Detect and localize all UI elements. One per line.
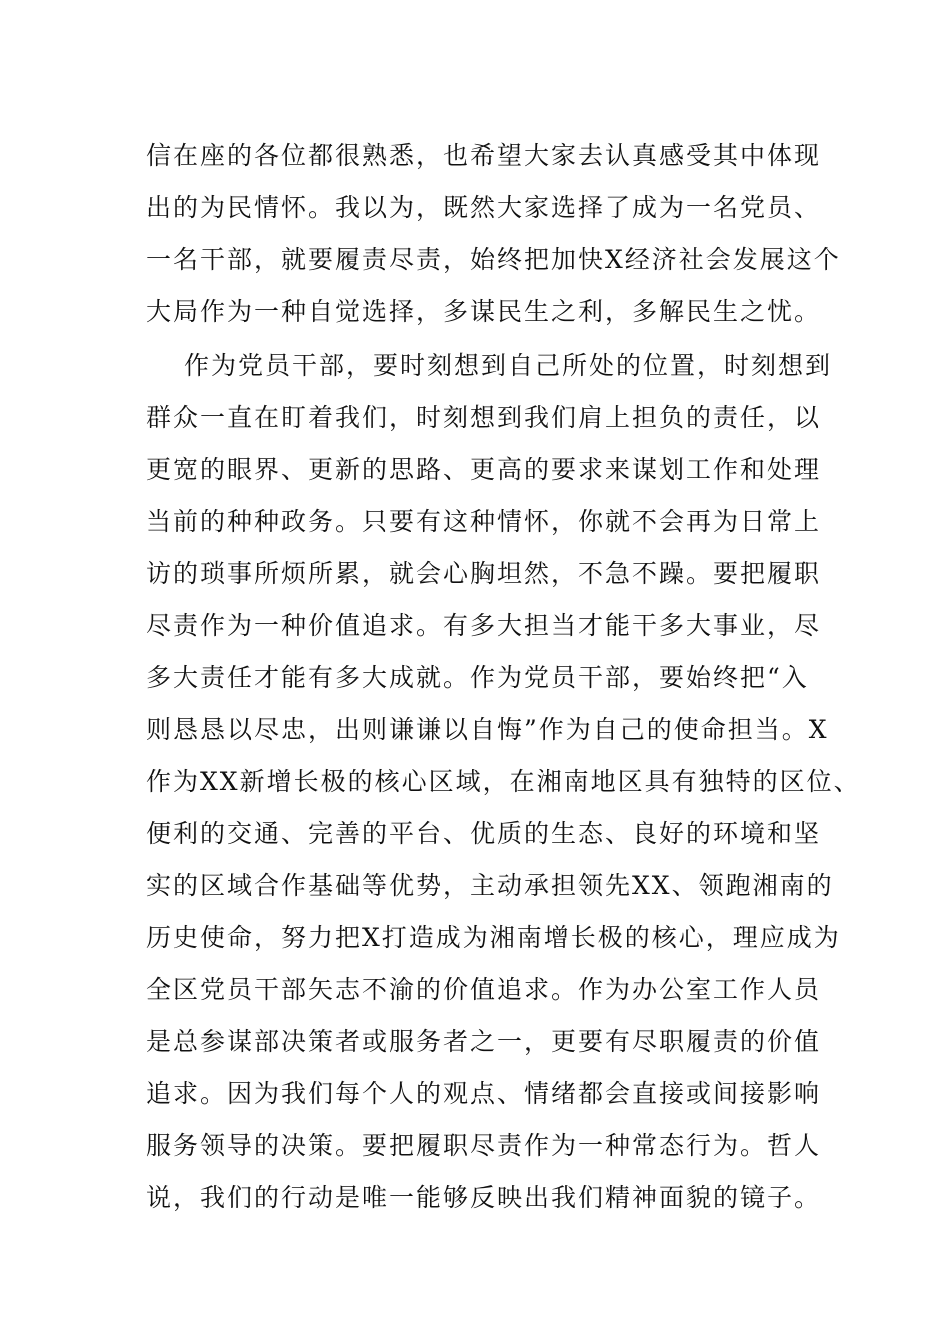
text-line: 出的为民情怀。我以为，既然大家选择了成为一名党员、 xyxy=(146,193,822,222)
paragraph-2 xyxy=(146,340,861,1224)
text-line: 作为党员干部，要时刻想到自己所处的位置，时刻想到 xyxy=(184,351,833,380)
text-line: 则恳恳以尽忠，出则谦谦以自悔”作为自己的使命担当。X xyxy=(146,715,829,744)
text-line: 群众一直在盯着我们，时刻想到我们肩上担负的责任，以 xyxy=(146,403,822,432)
text-line: 便利的交通、完善的平台、优质的生态、良好的环境和坚 xyxy=(146,819,822,848)
text-line: 访的琐事所烦所累，就会心胸坦然，不急不躁。要把履职 xyxy=(146,559,822,588)
text-line: 历史使命，努力把X打造成为湘南增长极的核心，理应成为 xyxy=(146,923,841,952)
text-line: 是总参谋部决策者或服务者之一，更要有尽职履责的价值 xyxy=(146,1027,822,1056)
text-line: 多大责任才能有多大成就。作为党员干部，要始终把“入 xyxy=(146,663,809,692)
text-line: 全区党员干部矢志不渝的价值追求。作为办公室工作人员 xyxy=(146,975,822,1004)
text-line: 作为XX新增长极的核心区域，在湘南地区具有独特的区位、 xyxy=(146,767,861,796)
text-line: 更宽的眼界、更新的思路、更高的要求来谋划工作和处理 xyxy=(146,455,822,484)
text-line: 信在座的各位都很熟悉，也希望大家去认真感受其中体现 xyxy=(146,141,822,170)
text-line: 当前的种种政务。只要有这种情怀，你就不会再为日常上 xyxy=(146,507,822,536)
text-line: 追求。因为我们每个人的观点、情绪都会直接或间接影响 xyxy=(146,1079,822,1108)
paragraph-1 xyxy=(146,130,841,338)
text-line: 尽责作为一种价值追求。有多大担当才能干多大事业，尽 xyxy=(146,611,822,640)
text-line: 一名干部，就要履责尽责，始终把加快X经济社会发展这个 xyxy=(146,245,841,274)
text-line: 服务领导的决策。要把履职尽责作为一种常态行为。哲人 xyxy=(146,1131,822,1160)
text-line: 大局作为一种自觉选择，多谋民生之利，多解民生之忧。 xyxy=(146,297,822,326)
text-line: 实的区域合作基础等优势，主动承担领先XX、领跑湘南的 xyxy=(146,871,834,900)
text-line: 说，我们的行动是唯一能够反映出我们精神面貌的镜子。 xyxy=(146,1183,822,1212)
